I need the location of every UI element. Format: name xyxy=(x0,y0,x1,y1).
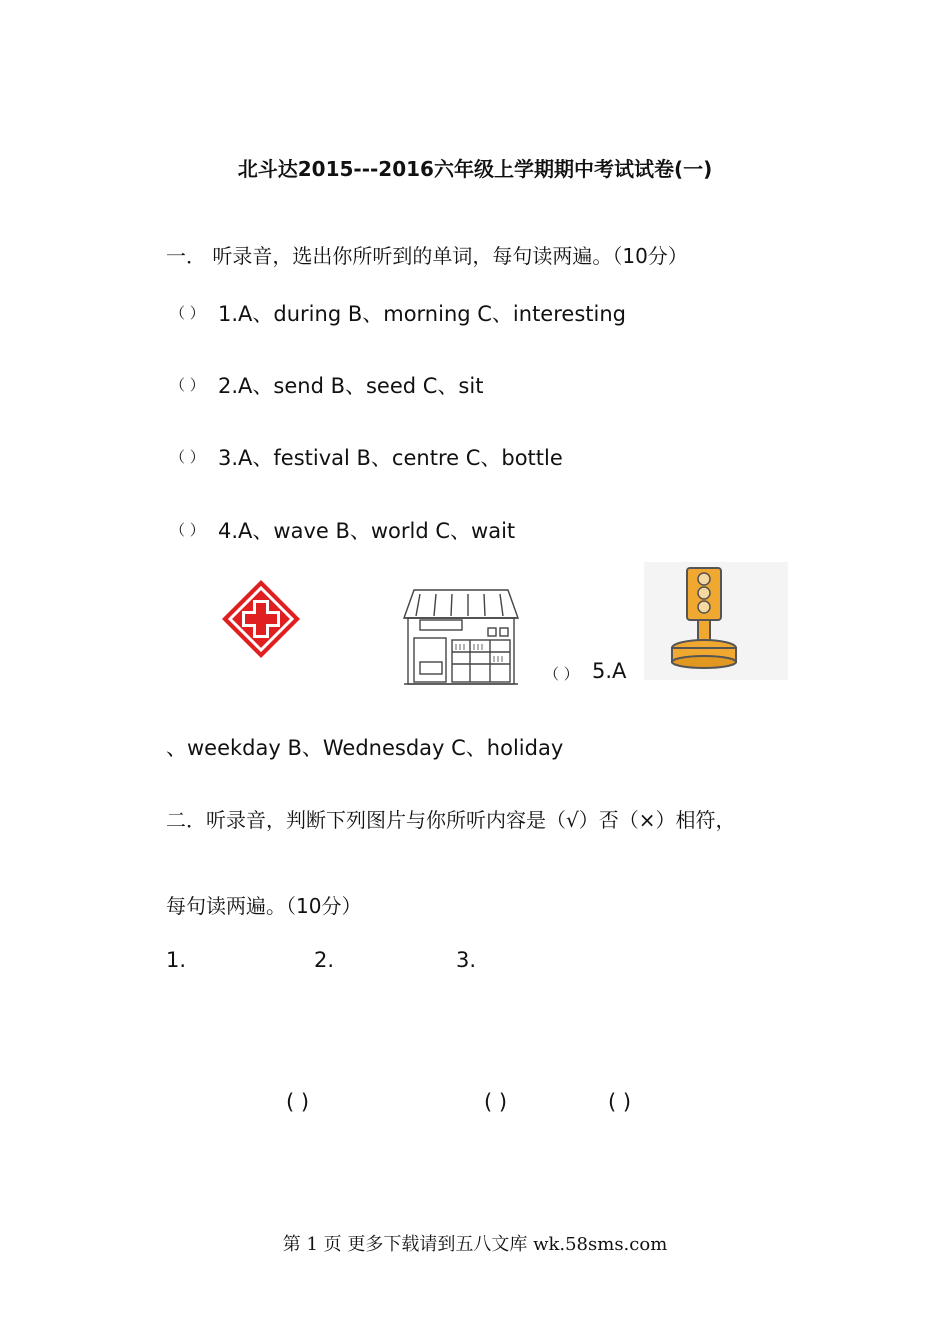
judge-blank-1[interactable]: ( ) xyxy=(286,1090,310,1114)
answer-blank[interactable]: （ ） xyxy=(544,665,579,683)
answer-blank[interactable]: （ ） xyxy=(170,304,205,322)
answer-blank[interactable]: （ ） xyxy=(170,448,205,466)
page-footer: 第 1 页 更多下载请到五八文库 wk.58sms.com xyxy=(282,1234,668,1255)
answer-blank[interactable]: （ ） xyxy=(170,521,205,539)
answer-blank[interactable]: （ ） xyxy=(170,376,205,394)
question-5-text: 5.A xyxy=(592,659,627,683)
question-text: 4.A、wave B、world C、wait xyxy=(218,519,516,543)
picture-number-1: 1. xyxy=(166,948,187,972)
question-5-continuation: 、weekday B、Wednesday C、holiday xyxy=(166,736,564,760)
section-1-heading: 一． 听录音，选出你所听到的单词，每句读两遍。（10分） xyxy=(166,244,688,268)
picture-number-3: 3. xyxy=(456,948,477,972)
judge-blank-2[interactable]: ( ) xyxy=(484,1090,508,1114)
question-text: 1.A、during B、morning C、interesting xyxy=(218,302,626,326)
traffic-light-icon xyxy=(644,562,788,680)
picture-number-2: 2. xyxy=(314,948,335,972)
hospital-cross-icon xyxy=(220,578,302,660)
judge-blank-3[interactable]: ( ) xyxy=(608,1090,632,1114)
section-2-heading: 二．听录音，判断下列图片与你所听内容是（√）否（×）相符， xyxy=(166,808,736,832)
question-text: 3.A、festival B、centre C、bottle xyxy=(218,446,563,470)
section-2-heading-line2: 每句读两遍。（10分） xyxy=(166,894,362,918)
question-text: 2.A、send B、seed C、sit xyxy=(218,374,484,398)
bookstore-icon xyxy=(400,586,522,690)
page-title: 北斗达2015---2016六年级上学期期中考试试卷(一) xyxy=(237,157,713,181)
